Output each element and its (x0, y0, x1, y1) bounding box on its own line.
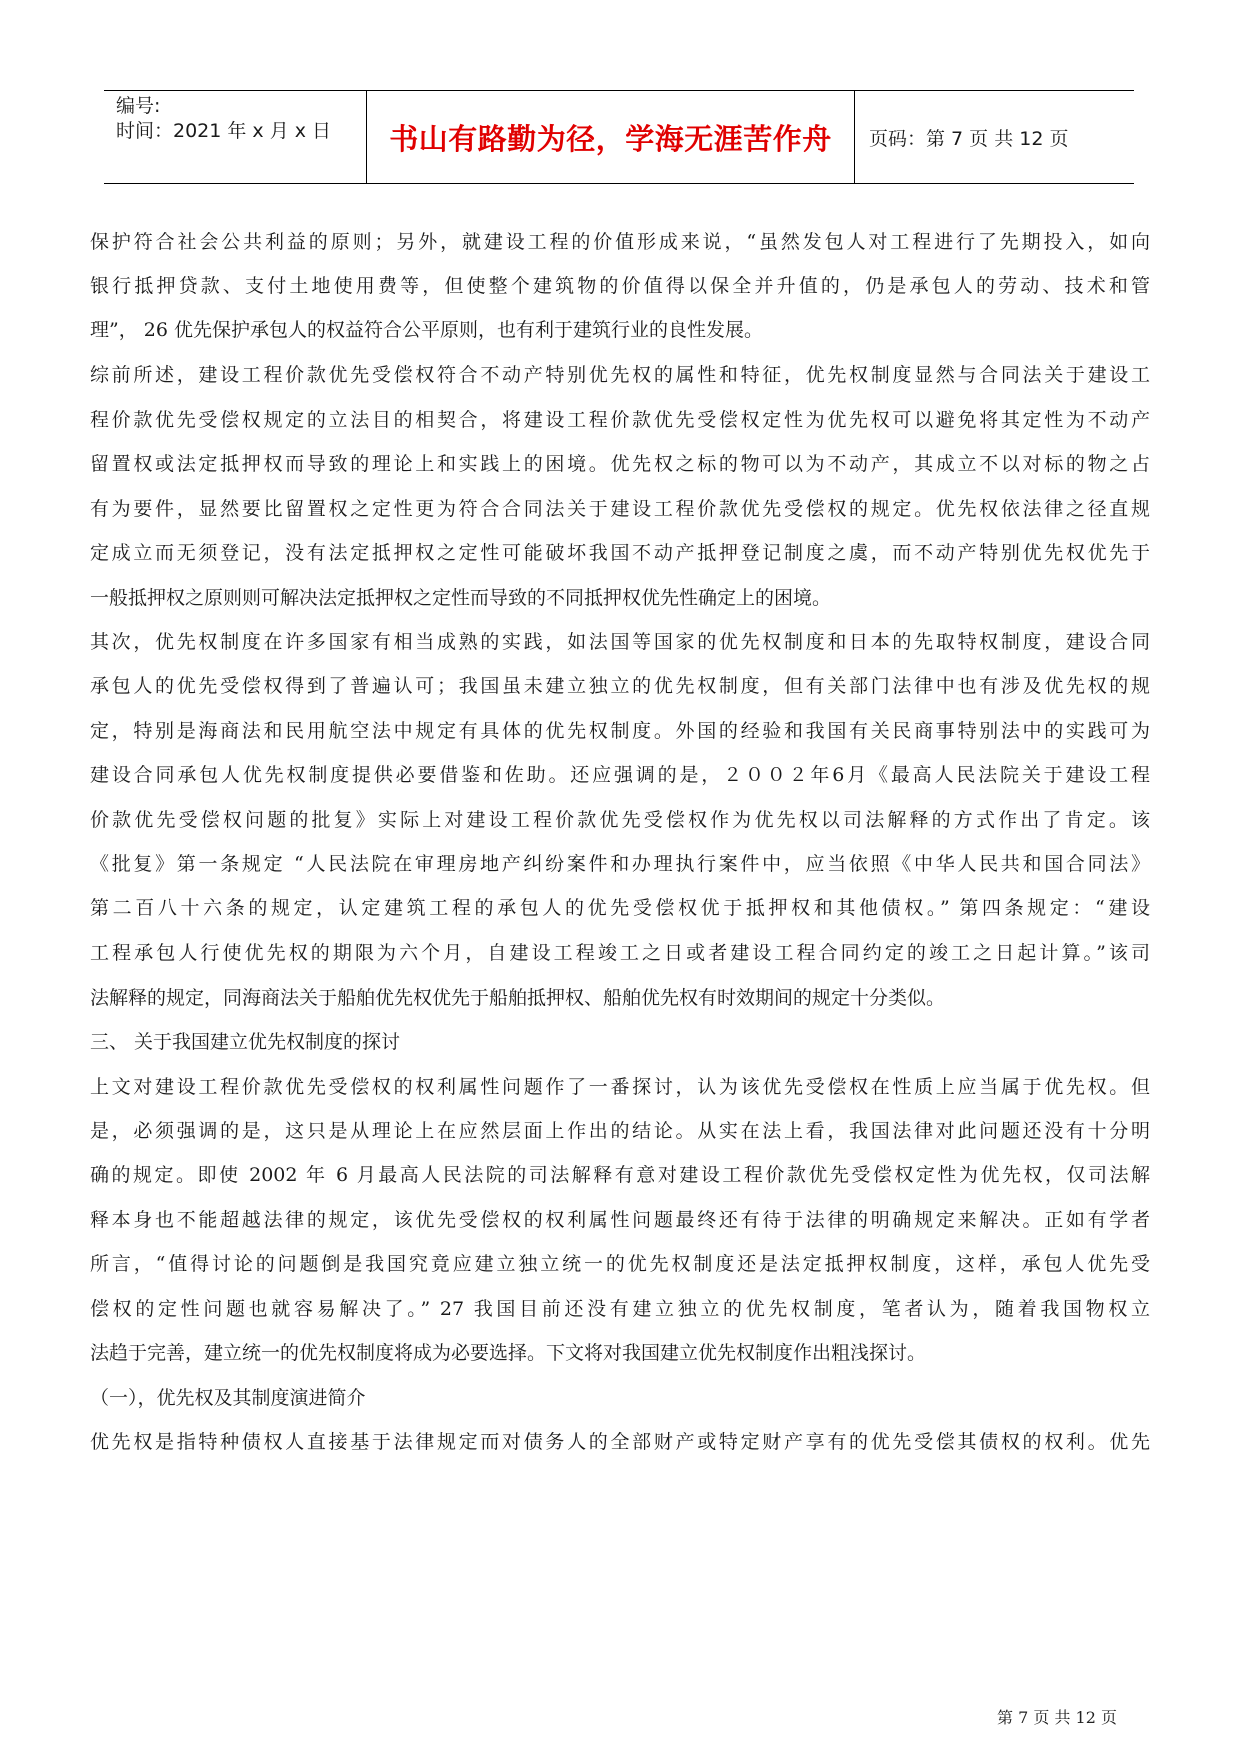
body-line: 《批复》第一条规定 “人民法院在审理房地产纠纷案件和办理执行案件中，应当依照《中华人民共和国合同法》 (90, 853, 1150, 875)
body-line: 法趋于完善，建立统一的优先权制度将成为必要选择。下文将对我国建立优先权制度作出粗浅探讨。 (90, 1342, 927, 1364)
body-line: 上文对建设工程价款优先受偿权的权利属性问题作了一番探讨，认为该优先受偿权在性质上应当属于优先权。但 (90, 1076, 1150, 1098)
body-line: 释本身也不能超越法律的规定，该优先受偿权的权利属性问题最终还有待于法律的明确规定来解决。正如有学者 (90, 1209, 1150, 1231)
body-line: 理”， 26 优先保护承包人的权益符合公平原则，也有利于建筑行业的良性发展。 (90, 319, 763, 341)
body-line: 是，必须强调的是，这只是从理论上在应然层面上作出的结论。从实在法上看，我国法律对此问题还没有十分明 (90, 1120, 1150, 1142)
body-line: 所言，“值得讨论的问题倒是我国究竟应建立独立统一的优先权制度还是法定抵押权制度，这样，承包人优先受 (90, 1253, 1150, 1275)
body-line: 综前所述，建设工程价款优先受偿权符合不动产特别优先权的属性和特征，优先权制度显然与合同法关于建设工 (90, 364, 1150, 386)
body-line: 定，特别是海商法和民用航空法中规定有具体的优先权制度。外国的经验和我国有关民商事特别法中的实践可为 (90, 720, 1150, 742)
body-line: 其次，优先权制度在许多国家有相当成熟的实践，如法国等国家的优先权制度和日本的先取特权制度，建设合同 (90, 631, 1150, 653)
body-line: 留置权或法定抵押权而导致的理论上和实践上的困境。优先权之标的物可以为不动产，其成立不以对标的物之占 (90, 453, 1150, 475)
subsection-heading: （一），优先权及其制度演进简介 (90, 1387, 366, 1409)
body-line: 确的规定。即使 2002 年 6 月最高人民法院的司法解释有意对建设工程价款优先受偿权定性为优先权，仅司法解 (90, 1164, 1150, 1186)
header-meta-cell (104, 91, 367, 183)
document-header (104, 90, 1134, 184)
body-line: 定成立而无须登记，没有法定抵押权之定性可能破坏我国不动产抵押登记制度之虞，而不动产特别优先权优先于 (90, 542, 1150, 564)
document-time-label: 时间：2021 年 x 月 x 日 (116, 120, 332, 142)
body-line: 偿权的定性问题也就容易解决了。” 27 我国目前还没有建立独立的优先权制度，笔者认为，随着我国物权立 (90, 1298, 1150, 1320)
body-line: 建设合同承包人优先权制度提供必要借鉴和佐助。还应强调的是，２００２年6月《最高人民法院关于建设工程 (90, 764, 1150, 786)
header-motto: 书山有路勤为径，学海无涯苦作舟 (367, 91, 855, 183)
document-number-label: 编号: (116, 95, 161, 117)
body-line: 保护符合社会公共利益的原则；另外，就建设工程的价值形成来说，“虽然发包人对工程进行了先期投入，如向 (90, 231, 1150, 253)
body-line: 银行抵押贷款、支付土地使用费等，但使整个建筑物的价值得以保全并升值的，仍是承包人的劳动、技术和管 (90, 275, 1150, 297)
header-page-label: 页码：第 7 页 共 12 页 (869, 127, 1069, 150)
body-line: 一般抵押权之原则则可解决法定抵押权之定性而导致的不同抵押权优先性确定上的困境。 (90, 587, 832, 609)
body-line: 有为要件，显然要比留置权之定性更为符合合同法关于建设工程价款优先受偿权的规定。优先权依法律之径直规 (90, 498, 1150, 520)
body-line: 优先权是指特种债权人直接基于法律规定而对债务人的全部财产或特定财产享有的优先受偿其债权的权利。优先 (90, 1431, 1150, 1453)
body-line: 法解释的规定，同海商法关于船舶优先权优先于船舶抵押权、船舶优先权有时效期间的规定十分类似。 (90, 987, 946, 1009)
body-line: 价款优先受偿权问题的批复》实际上对建设工程价款优先受偿权作为优先权以司法解释的方式作出了肯定。该 (90, 809, 1150, 831)
page-footer: 第 7 页 共 12 页 (997, 1708, 1117, 1727)
body-line: 工程承包人行使优先权的期限为六个月，自建设工程竣工之日或者建设工程合同约定的竣工之日起计算。”该司 (90, 942, 1150, 964)
body-line: 第二百八十六条的规定，认定建筑工程的承包人的优先受偿权优于抵押权和其他债权。” 第四条规定：“建设 (90, 897, 1150, 919)
body-line: 程价款优先受偿权规定的立法目的相契合，将建设工程价款优先受偿权定性为优先权可以避免将其定性为不动产 (90, 409, 1150, 431)
body-line: 承包人的优先受偿权得到了普遍认可；我国虽未建立独立的优先权制度，但有关部门法律中也有涉及优先权的规 (90, 675, 1150, 697)
section-heading: 三、 关于我国建立优先权制度的探讨 (90, 1031, 401, 1053)
